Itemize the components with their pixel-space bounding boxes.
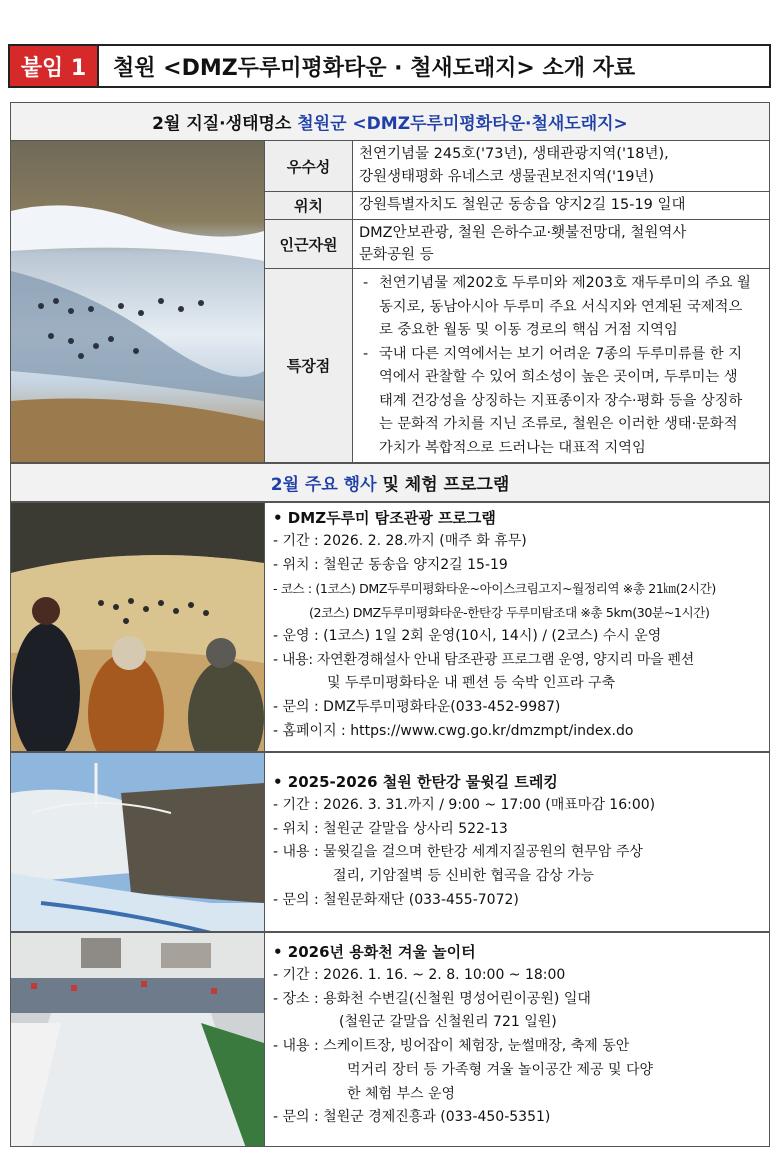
info-row-excellence bbox=[265, 141, 769, 192]
site-info-table bbox=[10, 141, 770, 463]
attachment-tag: 붙임 1 bbox=[10, 46, 99, 86]
event-hantan-trekking bbox=[10, 752, 770, 932]
info-label: 특장점 bbox=[265, 269, 353, 462]
info-row-location bbox=[265, 192, 769, 220]
event-contact: - 문의 : 철원문화재단 (033-455-7072) bbox=[273, 891, 519, 908]
event-course-1: - 코스 : (1코스) DMZ두루미평화타운~아이스크림고지~월정리역 ※총 21㎞(2시간) bbox=[273, 581, 716, 597]
birdwatchers-image bbox=[11, 503, 264, 751]
section-header-highlight: 2월 주요 행사 bbox=[270, 475, 377, 495]
page-title: 철원 <DMZ두루미평화타운 · 철새도래지> 소개 자료 bbox=[113, 55, 636, 81]
event-period: - 기간 : 2026. 3. 31.까지 / 9:00 ~ 17:00 (매표마감 16:00) bbox=[273, 797, 656, 813]
feature-line: 역에서 관찰할 수 있어 희소성이 높은 곳이며, 두루미는 생 bbox=[379, 369, 738, 385]
event-crane-tour bbox=[10, 502, 770, 752]
feature-dash: - bbox=[363, 275, 369, 291]
crane-river-image bbox=[11, 141, 264, 462]
event-location: - 위치 : 철원군 동송읍 양지2길 15-19 bbox=[273, 556, 508, 573]
info-value bbox=[353, 141, 769, 191]
info-label: 인근자원 bbox=[265, 220, 353, 268]
event-location: - 위치 : 철원군 갈말읍 상사리 522-13 bbox=[273, 820, 508, 837]
section-header-geopark bbox=[10, 102, 770, 141]
info-value bbox=[353, 220, 769, 268]
info-row-features bbox=[265, 269, 769, 462]
event-contact: - 문의 : DMZ두루미평화타운(033-452-9987) bbox=[273, 698, 561, 715]
title-bar bbox=[8, 44, 771, 88]
event-body bbox=[265, 503, 769, 751]
event-homepage-link[interactable]: - 홈페이지 : https://www.cwg.go.kr/dmzmpt/index.do bbox=[273, 722, 634, 739]
info-value-line: 천연기념물 245호('73년), 생태관광지역('18년), bbox=[359, 146, 669, 162]
event-yonghwa-winter bbox=[10, 932, 770, 1147]
event-content-cont: 한 체험 부스 운영 bbox=[347, 1085, 456, 1102]
section-header-suffix: 및 체험 프로그램 bbox=[376, 475, 510, 495]
event-content-cont: 및 두루미평화타운 내 펜션 등 숙박 인프라 구축 bbox=[327, 675, 616, 692]
section-header-highlight: 철원군 <DMZ두루미평화타운·철새도래지> bbox=[297, 114, 628, 134]
info-label: 위치 bbox=[265, 192, 353, 219]
info-value-line: 강원특별자치도 철원군 동송읍 양지2길 15-19 일대 bbox=[359, 197, 686, 213]
event-content-cont: 절리, 기암절벽 등 신비한 협곡을 감상 가능 bbox=[333, 868, 595, 885]
info-value-line: DMZ안보관광, 철원 은하수교·횃불전망대, 철원역사 bbox=[359, 225, 687, 241]
event-content-cont: 먹거리 장터 등 가족형 겨울 놀이공간 제공 및 다양 bbox=[347, 1061, 654, 1078]
feature-line: 태계 건강성을 상징하는 지표종이자 장수·평화 등을 상징하 bbox=[379, 392, 743, 409]
info-value bbox=[353, 192, 769, 219]
event-title: • 2025-2026 철원 한탄강 물윗길 트레킹 bbox=[273, 773, 558, 791]
event-title: • 2026년 용화천 겨울 놀이터 bbox=[273, 943, 476, 961]
event-content: - 내용 : 스케이트장, 빙어잡이 체험장, 눈썰매장, 축제 동안 bbox=[273, 1038, 630, 1055]
event-period: - 기간 : 2026. 2. 28.까지 (매주 화 휴무) bbox=[273, 533, 527, 549]
event-content: - 내용: 자연환경해설사 안내 탐조관광 프로그램 운영, 양지리 마을 펜션 bbox=[273, 651, 694, 668]
section-header-events bbox=[10, 463, 770, 502]
event-title: • DMZ두루미 탐조관광 프로그램 bbox=[273, 509, 496, 527]
event-body bbox=[265, 753, 769, 931]
feature-line: 국내 다른 지역에서는 보기 어려운 7종의 두루미류를 한 지 bbox=[379, 345, 743, 362]
trekking-photo bbox=[11, 753, 265, 931]
winter-playground-photo bbox=[11, 933, 265, 1146]
feature-line: 로 중요한 월동 및 이동 경로의 핵심 거점 지역임 bbox=[379, 322, 678, 338]
skating-rink-image bbox=[11, 933, 264, 1146]
event-place-cont: (철원군 갈말읍 신철원리 721 일원) bbox=[339, 1014, 557, 1031]
info-value-line: 문화공원 등 bbox=[359, 247, 434, 263]
feature-item bbox=[359, 343, 763, 461]
event-place: - 장소 : 용화천 수변길(신철원 명성어린이공원) 일대 bbox=[273, 990, 591, 1007]
info-label: 우수성 bbox=[265, 141, 353, 191]
event-body bbox=[265, 933, 769, 1146]
feature-line: 동지로, 동남아시아 두루미 주요 서식지와 연계된 국제적으 bbox=[379, 298, 743, 315]
section-header-prefix: 2월 지질·생태명소 bbox=[152, 114, 298, 134]
feature-line: 는 문화적 가치를 지닌 조류로, 철원은 이러한 생태·문화적 bbox=[379, 416, 738, 432]
info-value-line: 강원생태평화 유네스코 생물권보전지역('19년) bbox=[359, 169, 655, 185]
feature-list bbox=[353, 269, 769, 462]
crane-tour-photo bbox=[11, 503, 265, 751]
feature-line: 천연기념물 제202호 두루미와 제203호 재두루미의 주요 월 bbox=[379, 275, 751, 291]
canyon-bridge-image bbox=[11, 753, 264, 931]
event-operation: - 운영 : (1코스) 1일 2회 운영(10시, 14시) / (2코스) 수시 운영 bbox=[273, 627, 662, 644]
event-course-2: (2코스) DMZ두루미평화타운-한탄강 두루미탐조대 ※총 5km(30분~1시간) bbox=[309, 605, 710, 621]
crane-habitat-photo bbox=[11, 141, 265, 462]
feature-item bbox=[359, 272, 763, 343]
feature-line: 가치가 복합적으로 드러나는 대표적 지역임 bbox=[379, 439, 646, 456]
feature-dash: - bbox=[363, 345, 369, 362]
info-row-nearby bbox=[265, 220, 769, 269]
event-period: - 기간 : 2026. 1. 16. ~ 2. 8. 10:00 ~ 18:00 bbox=[273, 967, 566, 983]
event-content: - 내용 : 물윗길을 걸으며 한탄강 세계지질공원의 현무암 주상 bbox=[273, 844, 643, 861]
event-contact: - 문의 : 철원군 경제진흥과 (033-450-5351) bbox=[273, 1109, 551, 1126]
